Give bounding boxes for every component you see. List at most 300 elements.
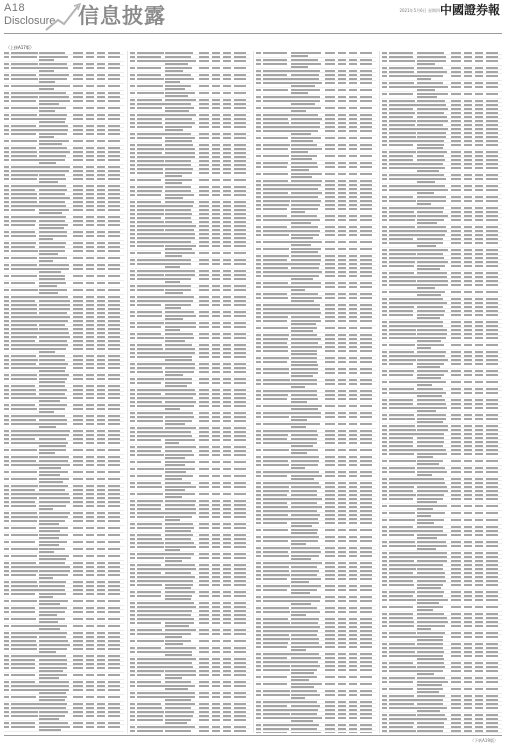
table-cell-seq (382, 433, 387, 435)
table-cell-date (223, 156, 231, 158)
table-cell-company (263, 275, 291, 277)
table-cell-seq (382, 677, 387, 679)
table-cell-code (73, 374, 83, 376)
table-cell-fund-name (291, 490, 317, 492)
table-cell-seq (130, 703, 135, 705)
table-cell-seq (256, 180, 261, 182)
table-cell-note (486, 695, 498, 697)
table-cell-fund-name (417, 519, 444, 521)
table-cell-date (349, 70, 357, 72)
table-cell-code (199, 591, 209, 593)
table-cell-company (263, 611, 290, 613)
table-cell-seq (382, 136, 387, 138)
table-cell-seq (130, 311, 135, 313)
table-row (382, 605, 502, 612)
table-cell-company (263, 259, 287, 261)
table-cell-fund-name (417, 136, 446, 138)
table-cell-code (199, 241, 209, 243)
table-cell-note (486, 52, 498, 54)
table-cell-note (108, 419, 120, 421)
table-cell-note (360, 248, 372, 250)
table-cell-company (11, 408, 37, 410)
table-cell-date (97, 151, 105, 153)
table-cell-seq (382, 86, 387, 88)
table-cell-date (349, 510, 357, 512)
table-cell-fund-name (417, 662, 444, 664)
table-cell-fund-name (165, 221, 192, 223)
table-cell-note (234, 696, 246, 698)
table-cell-code (451, 82, 461, 84)
table-cell-seq (256, 683, 261, 685)
table-cell-date (97, 430, 105, 432)
table-cell-fund-name (39, 434, 69, 436)
table-row (256, 397, 376, 404)
table-cell-fund-name (417, 344, 444, 346)
continued-from-note: （上接A17版） (6, 45, 34, 50)
table-cell-date (86, 257, 94, 259)
table-cell-fund-name (39, 292, 58, 294)
table-cell-code (73, 231, 83, 233)
table-cell-company (11, 67, 39, 69)
table-cell-note (108, 715, 120, 717)
table-cell-code (73, 711, 83, 713)
table-cell-seq (130, 493, 135, 495)
table-cell-fund-name (291, 686, 314, 688)
table-cell-seq (4, 250, 9, 252)
table-cell-seq (130, 285, 135, 287)
table-cell-date (349, 566, 357, 568)
table-cell-code (73, 438, 83, 440)
table-cell-note (234, 378, 246, 380)
table-cell-company (389, 337, 418, 339)
table-cell-code (199, 99, 209, 101)
table-cell-note (234, 274, 246, 276)
table-cell-date (338, 596, 346, 598)
table-cell-code (199, 670, 209, 672)
table-cell-date (338, 694, 346, 696)
table-cell-seq (382, 482, 387, 484)
table-row (382, 166, 502, 173)
table-row (256, 218, 376, 225)
table-cell-fund-name (291, 611, 320, 613)
table-cell-fund-name (165, 140, 192, 142)
table-cell-note (486, 599, 498, 601)
table-cell-fund-name (417, 655, 443, 657)
table-cell-company (389, 407, 417, 409)
table-cell-note (486, 234, 498, 236)
table-cell-fund-name (291, 585, 321, 587)
table-cell-fund-name (291, 543, 306, 545)
table-cell-code (73, 385, 83, 387)
table-cell-fund-name (39, 81, 55, 83)
table-cell-date (475, 530, 483, 532)
table-cell-code (325, 646, 335, 648)
table-cell-code (199, 229, 209, 231)
table-cell-code (73, 589, 83, 591)
table-cell-note (234, 454, 246, 456)
table-cell-fund-name (417, 541, 446, 543)
table-cell-seq (256, 732, 261, 733)
table-cell-company (389, 399, 413, 401)
table-cell-date (212, 133, 220, 135)
table-row (130, 515, 250, 522)
table-cell-date (349, 578, 357, 580)
table-cell-company (137, 461, 161, 463)
issue-date: 2021年5月6日 星期四 (399, 8, 440, 13)
table-cell-note (108, 78, 120, 80)
table-cell-company (389, 568, 416, 570)
table-cell-company (263, 626, 292, 628)
table-cell-company (263, 676, 287, 678)
table-cell-fund-name (291, 312, 321, 314)
table-cell-seq (130, 225, 135, 227)
table-cell-date (86, 374, 94, 376)
table-cell-date (86, 393, 94, 395)
table-cell-company (11, 541, 35, 543)
table-cell-date (212, 67, 220, 69)
table-row (256, 62, 376, 69)
table-cell-company (263, 514, 288, 516)
table-cell-seq (130, 103, 135, 105)
table-cell-fund-name (417, 613, 444, 615)
table-cell-date (86, 308, 94, 310)
table-cell-date (349, 74, 357, 76)
table-cell-date (212, 546, 220, 548)
table-cell-company (137, 152, 162, 154)
table-cell-date (86, 201, 94, 203)
table-cell-date (338, 646, 346, 648)
table-cell-fund-name (165, 371, 194, 373)
table-cell-fund-name (417, 253, 443, 255)
table-cell-date (475, 291, 483, 293)
table-cell-code (73, 242, 83, 244)
table-row (130, 545, 250, 552)
table-cell-date (464, 370, 472, 372)
table-cell-date (223, 52, 231, 54)
table-cell-company (389, 425, 415, 427)
table-cell-fund-name (39, 614, 57, 616)
table-cell-code (451, 703, 461, 705)
table-cell-code (73, 140, 83, 142)
table-cell-seq (382, 526, 387, 528)
table-cell-date (97, 133, 105, 135)
table-cell-date (212, 542, 220, 544)
table-cell-company (263, 70, 291, 72)
table-cell-seq (256, 63, 261, 65)
table-cell-date (349, 267, 357, 269)
table-cell-fund-name (291, 259, 321, 261)
table-cell-seq (130, 74, 135, 76)
table-cell-fund-name (417, 366, 440, 368)
table-cell-code (451, 519, 461, 521)
table-cell-company (389, 272, 414, 274)
table-cell-fund-name (165, 527, 194, 529)
table-cell-fund-name (291, 434, 318, 436)
table-cell-date (338, 192, 346, 194)
table-cell-note (234, 446, 246, 448)
table-cell-code (73, 224, 83, 226)
table-cell-seq (130, 516, 135, 518)
table-cell-note (360, 611, 372, 613)
table-cell-fund-name (291, 570, 319, 572)
table-cell-code (199, 606, 209, 608)
table-cell-fund-name (291, 338, 321, 340)
table-cell-date (475, 584, 483, 586)
table-row (256, 731, 376, 733)
table-cell-fund-name (39, 674, 67, 676)
table-cell-fund-name (291, 592, 310, 594)
table-cell-company (137, 500, 163, 502)
table-cell-date (212, 707, 220, 709)
table-row (256, 88, 376, 95)
table-cell-fund-name (291, 215, 317, 217)
table-cell-date (86, 78, 94, 80)
table-cell-fund-name (417, 159, 445, 161)
table-cell-seq (4, 340, 9, 342)
table-cell-seq (130, 681, 135, 683)
table-cell-code (199, 482, 209, 484)
table-cell-company (137, 512, 165, 514)
table-cell-note (108, 209, 120, 211)
table-cell-fund-name (417, 174, 444, 176)
table-cell-date (86, 663, 94, 665)
table-cell-fund-name (165, 67, 192, 69)
table-cell-date (349, 241, 357, 243)
table-cell-seq (256, 78, 261, 80)
table-cell-note (234, 205, 246, 207)
table-cell-date (223, 591, 231, 593)
table-cell-note (108, 242, 120, 244)
table-cell-fund-name (39, 212, 62, 214)
table-cell-date (475, 399, 483, 401)
table-cell-code (451, 185, 461, 187)
table-cell-company (263, 540, 288, 542)
table-cell-date (475, 140, 483, 142)
table-cell-fund-name (39, 711, 68, 713)
table-cell-fund-name (417, 437, 444, 439)
table-cell-note (486, 433, 498, 435)
table-cell-seq (382, 707, 387, 709)
table-cell-date (338, 442, 346, 444)
table-cell-seq (130, 152, 135, 154)
table-cell-date (349, 669, 357, 671)
table-cell-date (349, 486, 357, 488)
table-cell-seq (382, 498, 387, 500)
table-cell-date (338, 611, 346, 613)
table-cell-seq (4, 581, 9, 583)
table-cell-date (349, 180, 357, 182)
table-cell-company (263, 405, 292, 407)
table-cell-date (475, 460, 483, 462)
table-cell-seq (130, 221, 135, 223)
table-row (130, 303, 250, 310)
table-cell-date (349, 676, 357, 678)
table-cell-note (360, 286, 372, 288)
table-cell-date (223, 245, 231, 247)
table-cell-code (199, 707, 209, 709)
table-cell-note (486, 482, 498, 484)
table-cell-fund-name (165, 337, 194, 339)
table-cell-date (86, 133, 94, 135)
table-cell-code (73, 497, 83, 499)
table-cell-fund-name (165, 475, 193, 477)
table-cell-date (338, 248, 346, 250)
table-cell-date (338, 63, 346, 65)
table-cell-company (11, 520, 37, 522)
table-cell-seq (256, 184, 261, 186)
table-cell-seq (4, 385, 9, 387)
table-cell-seq (4, 644, 9, 646)
table-cell-seq (256, 286, 261, 288)
table-cell-date (212, 274, 220, 276)
table-cell-date (475, 215, 483, 217)
table-cell-date (338, 416, 346, 418)
table-cell-date (86, 178, 94, 180)
table-cell-fund-name (417, 178, 446, 180)
table-cell-date (97, 250, 105, 252)
table-cell-code (199, 523, 209, 525)
table-cell-seq (130, 508, 135, 510)
table-cell-fund-name (291, 297, 322, 299)
table-cell-date (475, 512, 483, 514)
table-cell-date (97, 512, 105, 514)
table-cell-date (475, 568, 483, 570)
table-cell-fund-name (165, 148, 195, 150)
table-cell-fund-name (417, 140, 444, 142)
table-cell-fund-name (165, 367, 195, 369)
table-cell-date (212, 538, 220, 540)
table-cell-date (212, 482, 220, 484)
table-cell-date (97, 485, 105, 487)
table-cell-note (108, 663, 120, 665)
table-cell-note (234, 580, 246, 582)
table-row (4, 234, 124, 241)
table-cell-seq (130, 122, 135, 124)
table-cell-note (360, 701, 372, 703)
table-cell-date (86, 408, 94, 410)
table-cell-fund-name (291, 251, 318, 253)
table-cell-date (464, 482, 472, 484)
table-cell-fund-name (39, 625, 67, 627)
table-cell-company (11, 355, 36, 357)
table-cell-fund-name (291, 438, 317, 440)
table-cell-note (486, 355, 498, 357)
table-cell-date (223, 382, 231, 384)
table-cell-seq (256, 357, 261, 359)
table-cell-company (389, 211, 414, 213)
table-cell-date (212, 156, 220, 158)
table-cell-seq (256, 74, 261, 76)
table-cell-date (97, 201, 105, 203)
table-cell-date (349, 547, 357, 549)
table-cell-code (325, 293, 335, 295)
table-cell-note (360, 536, 372, 538)
table-cell-date (349, 327, 357, 329)
table-cell-code (325, 449, 335, 451)
table-cell-code (325, 665, 335, 667)
table-cell-code (199, 516, 209, 518)
table-cell-note (108, 505, 120, 507)
table-cell-seq (256, 510, 261, 512)
table-cell-code (325, 578, 335, 580)
table-cell-date (338, 390, 346, 392)
table-row (130, 193, 250, 200)
table-row (4, 573, 124, 580)
table-cell-code (73, 541, 83, 543)
table-cell-fund-name (417, 530, 443, 532)
table-cell-fund-name (291, 665, 320, 667)
table-cell-seq (382, 494, 387, 496)
table-cell-fund-name (39, 628, 60, 630)
table-cell-fund-name (417, 377, 441, 379)
table-cell-code (73, 151, 83, 153)
table-cell-company (11, 147, 36, 149)
table-cell-fund-name (39, 481, 63, 483)
table-cell-date (349, 200, 357, 202)
table-cell-date (349, 634, 357, 636)
table-cell-date (212, 553, 220, 555)
table-row (130, 718, 250, 725)
table-cell-note (108, 320, 120, 322)
table-cell-code (325, 529, 335, 531)
table-cell-code (451, 67, 461, 69)
table-cell-company (137, 538, 162, 540)
table-cell-company (263, 713, 290, 715)
table-cell-date (464, 677, 472, 679)
table-cell-fund-name (165, 688, 188, 690)
table-cell-code (325, 705, 335, 707)
table-cell-note (360, 357, 372, 359)
table-cell-company (263, 728, 289, 730)
table-cell-company (11, 78, 38, 80)
table-cell-date (212, 356, 220, 358)
table-cell-date (349, 208, 357, 210)
table-cell-seq (256, 346, 261, 348)
table-cell-company (263, 226, 287, 228)
table-cell-code (73, 378, 83, 380)
table-cell-note (360, 566, 372, 568)
table-cell-note (486, 429, 498, 431)
table-cell-fund-name (291, 133, 311, 135)
table-cell-company (263, 114, 291, 116)
table-cell-date (475, 467, 483, 469)
table-cell-note (234, 730, 246, 732)
table-cell-company (11, 170, 40, 172)
table-cell-company (263, 390, 292, 392)
table-cell-date (349, 130, 357, 132)
table-row (256, 693, 376, 700)
table-cell-date (464, 722, 472, 724)
table-cell-date (338, 522, 346, 524)
table-row (130, 419, 250, 426)
table-cell-company (389, 276, 418, 278)
table-cell-seq (382, 67, 387, 69)
table-cell-seq (382, 226, 387, 228)
table-cell-note (108, 216, 120, 218)
table-cell-fund-name (291, 330, 313, 332)
table-cell-fund-name (291, 423, 320, 425)
table-cell-date (475, 666, 483, 668)
table-cell-date (475, 116, 483, 118)
table-cell-seq (4, 430, 9, 432)
table-cell-seq (256, 464, 261, 466)
table-cell-code (199, 557, 209, 559)
table-cell-date (475, 284, 483, 286)
table-cell-company (389, 617, 413, 619)
table-cell-date (338, 661, 346, 663)
table-cell-seq (382, 670, 387, 672)
table-cell-fund-name (165, 74, 191, 76)
